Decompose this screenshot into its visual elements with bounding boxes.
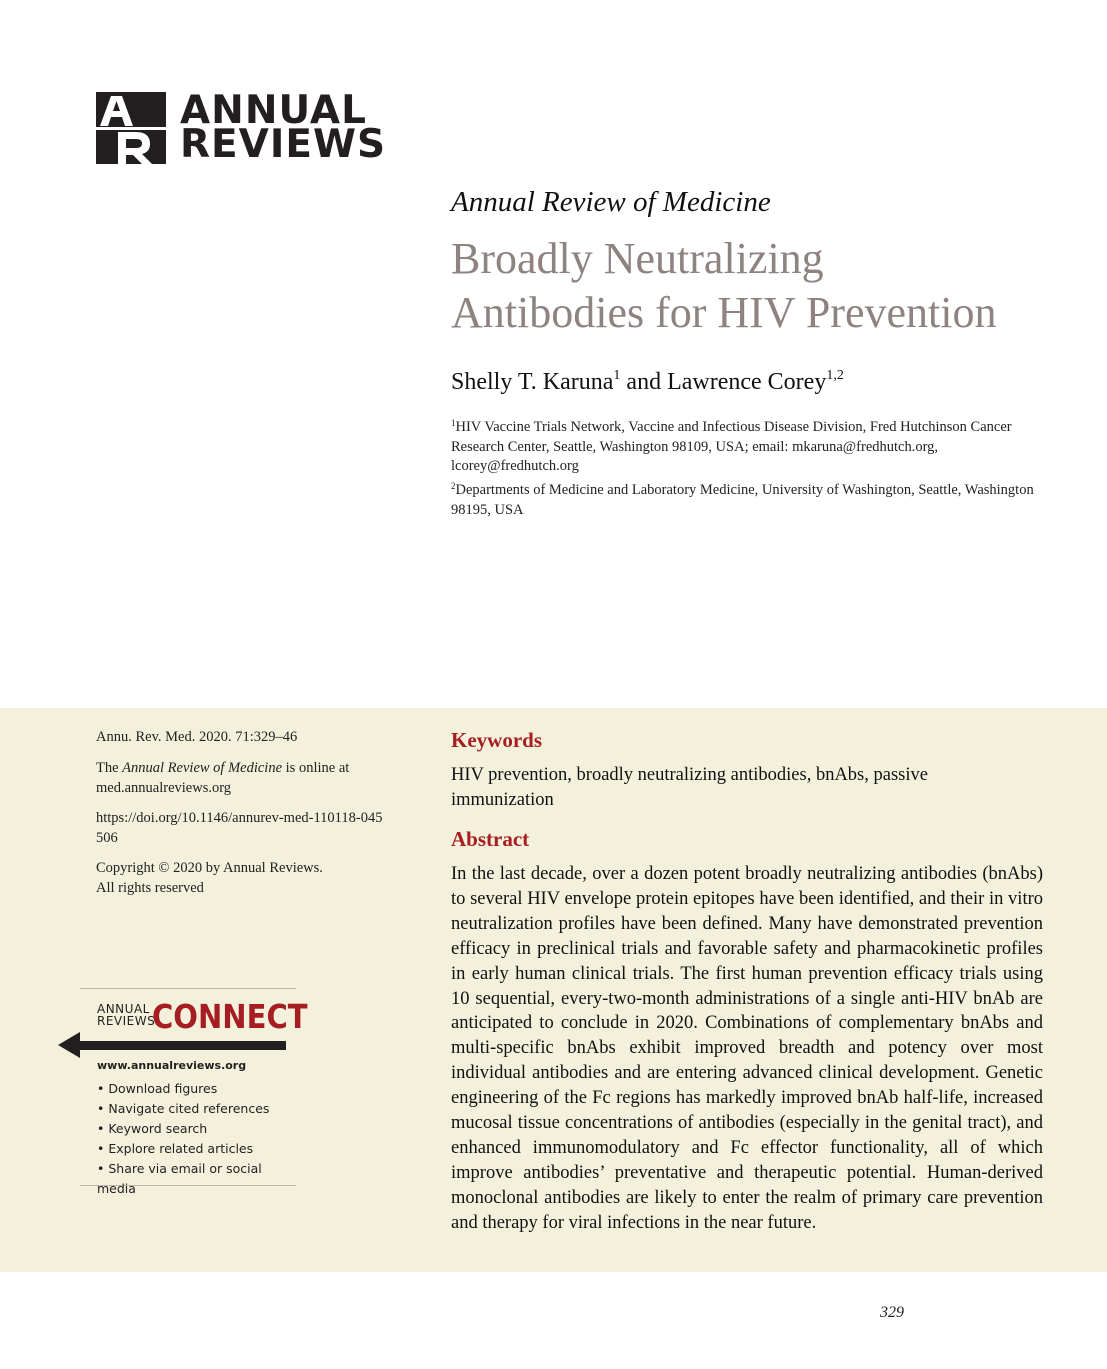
copyright [96, 859, 396, 898]
article-title-line-2: Antibodies for HIV Prevention [451, 288, 997, 337]
abstract-heading: Abstract [451, 827, 530, 851]
logo-word-annual: ANNUAL [180, 88, 367, 133]
affiliation-mark: 2 [451, 481, 456, 491]
journal-name: Annual Review of Medicine [451, 186, 771, 218]
author-affiliation-mark: 1,2 [826, 368, 844, 383]
list-item: • Share via email or social media [97, 1161, 262, 1196]
author-name: Lawrence Corey [667, 369, 827, 395]
author-affiliation-mark: 1 [613, 368, 621, 383]
online-notice-pre: The [96, 760, 123, 776]
affiliation [451, 414, 1041, 477]
online-notice [96, 759, 376, 798]
article-title [451, 232, 1071, 340]
affiliation-mark: 1 [451, 418, 456, 428]
ar-logo-mark-icon [96, 92, 166, 164]
logo-word-reviews: REVIEWS [180, 122, 387, 167]
connect-ar-wordmark [97, 1003, 155, 1027]
page-number: 329 [880, 1304, 904, 1321]
authors [451, 368, 844, 396]
keywords-heading: Keywords [451, 728, 542, 752]
abstract-text: In the last decade, over a dozen potent broadly neutralizing antibodies (bnAbs) to several HIV envelope protein epitopes have been identified, and their in vitro neutralization profiles have been defined. Many have demonstrated prevention efficacy in preclinical trials and favorable safety and pharmacokinetic profiles in early human clinical trials. The first human prevention efficacy trials using 10 sequential, every-two-month administrations of a single anti-HIV bnAb are anticipated to conclude in 2020. Combinations of complementary bnAbs and multi-specific bnAbs exhibit improved breadth and potency over most individual antibodies and are entering advanced clinical development. Genetic engineering of the Fc regions has markedly improved bnAb half-life, increased mucosal tissue concentrations of antibodies (especially in the genital tract), and enhanced immunomodulatory and Fc effector functionality, all of which improve antibodies’ preventative and therapeutic potential. Human-derived monoclonal antibodies are likely to enter the realm of primary care prevention and therapy for viral infections in the near future. [451, 864, 1043, 1233]
doi-link[interactable]: https://doi.org/10.1146/annurev-med-110118-045506 [96, 810, 383, 846]
annual-reviews-connect-box[interactable] [80, 988, 308, 1196]
affiliation-text: HIV Vaccine Trials Network, Vaccine and Infectious Disease Division, Fred Hutchinson Cancer Research Center, Seattle, Washington 98109, USA; email: mkaruna@fredhutch.org, lcorey@fredhutch.org [451, 419, 1012, 474]
connect-title: CONNECT [152, 997, 308, 1036]
article-title-line-1: Broadly Neutralizing [451, 234, 824, 283]
online-notice-journal: Annual Review of Medicine [122, 760, 283, 776]
list-item: • Explore related articles [97, 1141, 254, 1156]
connect-annual: ANNUAL [97, 1002, 150, 1016]
list-item: • Navigate cited references [97, 1101, 270, 1116]
online-notice-post: is online at med.annualreviews.org [96, 760, 350, 796]
rights-line: All rights reserved [96, 879, 204, 896]
citation: Annu. Rev. Med. 2020. 71:329–46 [96, 729, 298, 745]
affiliation [451, 477, 1041, 520]
connect-feature-list [97, 1079, 296, 1199]
list-item: • Download figures [97, 1081, 218, 1096]
connect-reviews: REVIEWS [97, 1014, 156, 1028]
author-joiner: and [620, 369, 668, 395]
annual-reviews-logo [96, 88, 387, 167]
affiliation-text: Departments of Medicine and Laboratory Medicine, University of Washington, Seattle, Washington 98195, USA [451, 482, 1034, 518]
logo-wordmark [180, 88, 387, 167]
keywords-text: HIV prevention, broadly neutralizing antibodies, bnAbs, passive immunization [451, 765, 928, 810]
copyright-line: Copyright © 2020 by Annual Reviews. [96, 860, 323, 876]
connect-url[interactable]: www.annualreviews.org [97, 1059, 247, 1072]
author-name: Shelly T. Karuna [451, 369, 614, 395]
arrow-left-icon [58, 1029, 288, 1061]
list-item: • Keyword search [97, 1121, 208, 1136]
